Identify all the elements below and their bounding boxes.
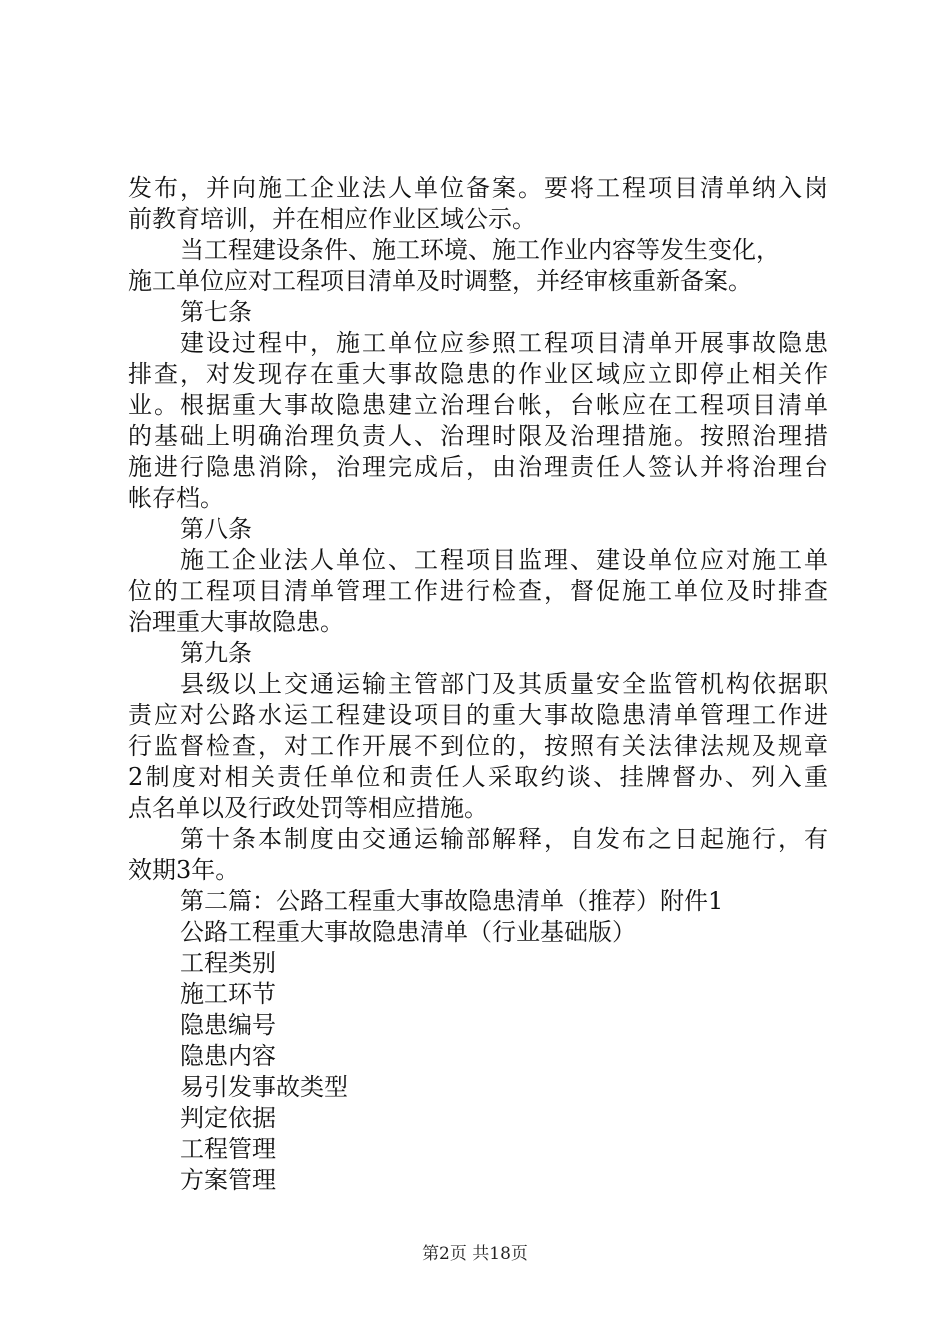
- table-cell-item: 方案管理: [180, 1166, 276, 1194]
- paragraph-line: 点名单以及行政处罚等相应措施。: [128, 794, 488, 822]
- paragraph-line: 行监督检查，对工作开展不到位的，按照有关法律法规及规章: [128, 732, 828, 760]
- table-cell-item: 工程管理: [180, 1135, 276, 1163]
- article-heading: 第九条: [180, 639, 252, 667]
- table-header-item: 判定依据: [180, 1104, 276, 1132]
- document-body: [128, 173, 828, 1196]
- paragraph-line: 责应对公路水运工程建设项目的重大事故隐患清单管理工作进: [128, 701, 828, 729]
- table-header-item: 易引发事故类型: [180, 1073, 348, 1101]
- paragraph-line: 效期3年。: [128, 856, 240, 884]
- paragraph-line: 位的工程项目清单管理工作进行检查，督促施工单位及时排查: [128, 577, 828, 605]
- table-header-item: 工程类别: [180, 949, 276, 977]
- paragraph-line: 的基础上明确治理负责人、治理时限及治理措施。按照治理措: [128, 422, 828, 450]
- paragraph-line: 当工程建设条件、施工环境、施工作业内容等发生变化，: [180, 236, 780, 264]
- article-heading: 第七条: [180, 298, 252, 326]
- article-heading: 第八条: [180, 515, 252, 543]
- paragraph-line: 施工单位应对工程项目清单及时调整，并经审核重新备案。: [128, 267, 752, 295]
- paragraph-line: 施进行隐患消除，治理完成后，由治理责任人签认并将治理台: [128, 453, 828, 481]
- paragraph-line: 前教育培训，并在相应作业区域公示。: [128, 205, 536, 233]
- paragraph-line: 第十条本制度由交通运输部解释，自发布之日起施行，有: [180, 825, 828, 853]
- paragraph-line: 建设过程中，施工单位应参照工程项目清单开展事故隐患: [180, 329, 828, 357]
- section-subtitle: 公路工程重大事故隐患清单（行业基础版）: [180, 918, 636, 946]
- paragraph-line: 排查，对发现存在重大事故隐患的作业区域应立即停止相关作: [128, 360, 828, 388]
- paragraph-line: 2制度对相关责任单位和责任人采取约谈、挂牌督办、列入重: [128, 763, 828, 791]
- table-header-item: 施工环节: [180, 980, 276, 1008]
- paragraph-line: 县级以上交通运输主管部门及其质量安全监管机构依据职: [180, 670, 828, 698]
- table-header-item: 隐患编号: [180, 1011, 276, 1039]
- paragraph-line: 施工企业法人单位、工程项目监理、建设单位应对施工单: [180, 546, 828, 574]
- paragraph-line: 业。根据重大事故隐患建立治理台帐，台帐应在工程项目清单: [128, 391, 828, 419]
- paragraph-line: 治理重大事故隐患。: [128, 608, 344, 636]
- table-header-item: 隐患内容: [180, 1042, 276, 1070]
- paragraph-line: 发布，并向施工企业法人单位备案。要将工程项目清单纳入岗: [128, 174, 828, 202]
- page-number-footer: 第2页 共18页: [422, 1244, 528, 1264]
- paragraph-line: 帐存档。: [128, 484, 224, 512]
- section-heading: 第二篇：公路工程重大事故隐患清单（推荐）附件1: [180, 887, 724, 915]
